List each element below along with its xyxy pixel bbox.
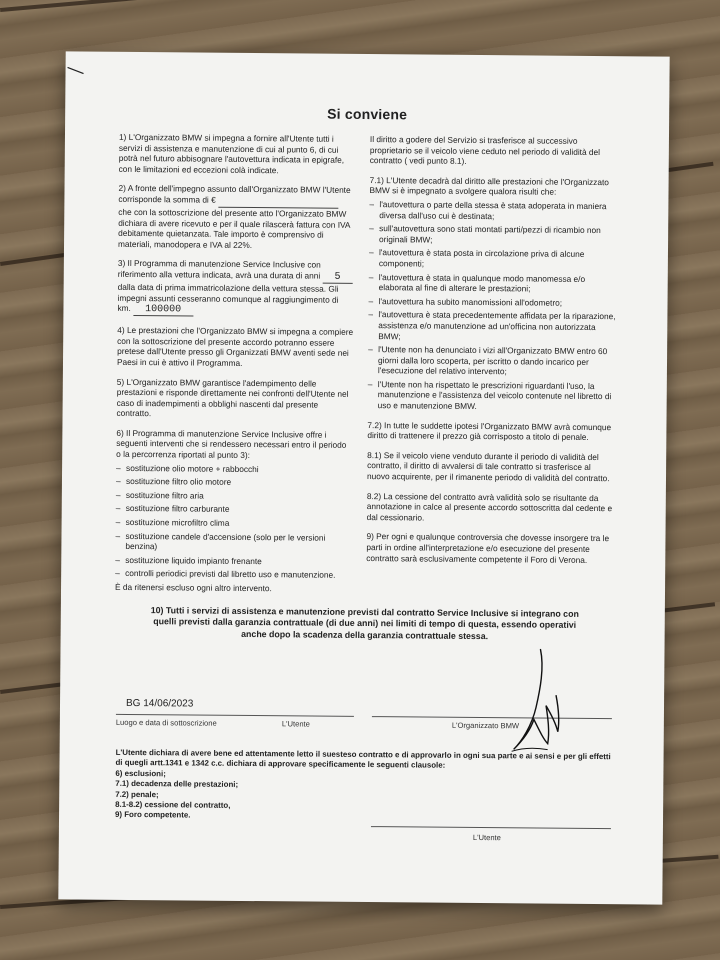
list-item: – controlli periodici previsti dal libretto uso e manutenzione. [115,568,351,581]
list-item: 9) Foro competente. [115,810,191,820]
list-item: – sull'autovettura sono stati montati parti/pezzi di ricambio non originali BMW; [369,223,617,246]
clause-7-1: 7.1) L'Utente decadrà dal diritto alle prestazioni che l'Organizzato BMW si è impegnato a svolgere qualora risulti che: [369,174,609,198]
clause-1: 1) L'Organizzato BMW si impegna a fornire all'Utente tutti i servizi di assistenza e manutenzione di cui al punto 6, di cui potrà nel futuro abbisognare l'autovettura indicata in epigrafe, con le limitazioni ed eccezioni colà indicate. [118,131,345,176]
clause-3-body: dalla data di prima immatricolazione della vettura stessa. Gli impegni assunti cesseranno comunque al raggiungimento di km. [117,281,339,314]
place-date-label: Luogo e data di sottoscrizione [115,717,217,728]
list-item: 8.1-8.2) cessione del contratto, [115,799,231,810]
approval-section [115,748,616,825]
list-item: – sostituzione filtro aria [116,490,352,503]
clause-8-1: 8.1) Se il veicolo viene venduto durante il periodo di validità del contratto, il diritto di avvalersi di tale contratto si trasferisce al nuovo acquirente, per il rimanente periodo di validità del contratto. [366,449,610,484]
clause-6-transfer: Il diritto a godere del Servizio si trasferisce al successivo proprietario se il veicolo viene ceduto nel periodo di validità del contratto ( vedi punto 8.1). [369,134,601,167]
list-item: – l'autovettura è stata posta in circolazione priva di alcune componenti; [369,247,617,270]
pen-mark-icon [66,65,88,75]
place-date-value: BG 14/06/2023 [125,697,194,710]
list-item: – l'autovettura ha subito manomissioni all'odometro; [368,296,616,309]
list-item: 7.1) decadenza delle prestazioni; [115,779,239,790]
list-item: – sostituzione filtro carburante [116,503,352,516]
km-limit-field: 100000 [133,305,193,317]
list-item: – sostituzione olio motore + rabbocchi [116,462,352,475]
approved-clauses-list [115,769,615,825]
clause-2-intro: 2) A fronte dell'impegno assunto dall'Organizzato BMW l'Utente corrisponde la somma di € [118,183,351,205]
list-item: – l'Utente non ha rispettato le prescrizioni riguardanti l'uso, la manutenzione e l'assistenza del veicolo contenute nel libretto di uso e manutenzione BMW. [368,379,616,413]
clause-7-2: 7.2) In tutte le suddette ipotesi l'Organizzato BMW avrà comunque diritto di trattenere il prezzo già corrisposto a titolo di penale. [367,419,612,443]
page-title: Si conviene [327,105,408,123]
list-item: – l'autovettura è stata in qualunque modo manomessa e/o elaborata al fine di alterare le prestazioni; [369,272,617,295]
clause-10: 10) Tutti i servizi di assistenza e manutenzione previsti dal contratto Service Inclusive si integrano con quelli previsti dalla garanzia contrattuale (di due anni) nei limiti di tempo di questa, essendo operativi anche dopo la scadenza della garanzia contrattuale stessa. [150,605,579,641]
clause-2 [118,183,355,251]
clause-9: 9) Per ogni e qualunque controversia che dovesse insorgere tra le parti in ordine all'interpretazione e/o esecuzione del presente contratto sarà esclusivamente competente il Foro di Verona. [366,531,610,565]
place-date-line [116,714,354,717]
organizer-signature-label: L'Organizzato BMW [451,720,520,731]
handwritten-signature [500,645,591,756]
list-item: – sostituzione filtro olio motore [116,476,352,489]
list-item: 7.2) penale; [115,789,159,799]
clause-3 [117,258,353,318]
left-column [115,132,355,604]
clause-6-exclusion: È da ritenersi escluso ogni altro intervento. [114,581,272,594]
wood-plank-gap [0,0,718,12]
list-item: – sostituzione candele d'accensione (solo per le versioni benzina) [115,530,351,553]
clause-8-2: 8.2) La cessione del contratto avrà validità solo se risultante da annotazione in calce al presente accordo sottoscritta dal cedente e dal cessionario. [366,490,613,523]
right-column [366,134,618,574]
list-item: – l'autovettura è stata precedentemente affidata per la riparazione, assistenza e/o manutenzione ad un'officina non autorizzata BMW; [368,309,616,343]
service-items-list [115,462,352,580]
list-item: – l'Utente non ha denunciato i vizi all'Organizzato BMW entro 60 giorni dalla loro scoperta, per iscritto o dando incarico per l'esecuzione del relativo intervento; [368,344,616,378]
duration-years-field: 5 [322,273,352,284]
list-item: – l'autovettura o parte della stessa è stata adoperata in maniera diversa dall'uso cui è destinata; [369,199,617,222]
clause-6: 6) Il Programma di manutenzione Service Inclusive offre i seguenti interventi che si rendessero necessari entro il periodo o la percorrenza riportati al punto 3): [116,427,347,461]
list-item: – sostituzione liquido impianto frenante [115,555,351,568]
clause-3-intro: 3) Il Programma di manutenzione Service Inclusive con riferimento alla vettura indicata, avrà una durata di anni [117,258,321,281]
clause-2-body: che con la sottoscrizione del presente atto l'Organizzato BMW dichiara di avere ricevuto e per il quale rilascerà fattura con IVA debitamente quietanzata. Tale importo è comprensivo di materiali, manodopera e IVA al 22%. [117,206,351,250]
clause-5: 5) L'Organizzato BMW garantisce l'adempimento delle prestazioni e risponde direttamente nei confronti dell'Utente nel caso di inadempimenti a obblighi nascenti dal presente contratto. [116,376,349,419]
final-user-label: L'Utente [472,832,501,843]
user-signature-label: L'Utente [281,719,310,729]
forfeiture-list [368,199,618,413]
list-item: – sostituzione microfiltro clima [116,517,352,530]
clause-4: 4) Le prestazioni che l'Organizzato BMW si impegna a compiere con la sottoscrizione del presente accordo potranno essere pretese dall'Utente presso gli Organizzati BMW aventi sede nei Paesi in cui è attivo il Programma. [116,324,354,368]
list-item: 6) esclusioni; [115,768,166,779]
approval-intro: L'Utente dichiara di avere bene ed attentamente letto il suesteso contratto e di approvarlo in ogni sua parte e ai sensi e per gli effetti di quegli artt.1341 e 1342 c.c. dichiara di approvare specificamente le seguenti clausole: [115,747,611,771]
final-user-signature-line [371,826,611,829]
contract-page [58,51,669,904]
